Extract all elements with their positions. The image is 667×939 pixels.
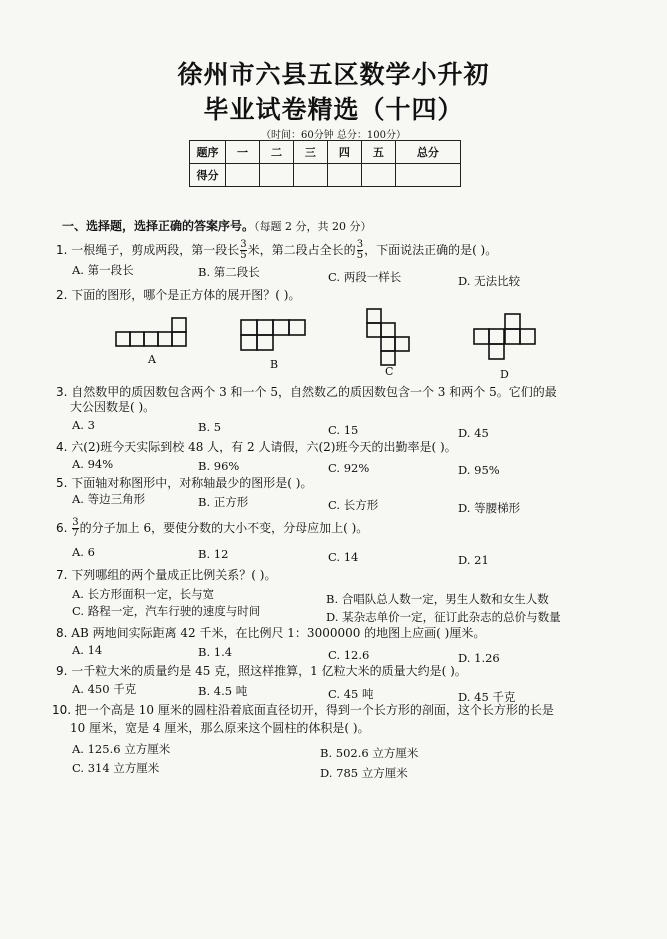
- option[interactable]: B. 正方形: [198, 495, 249, 509]
- question-9: 9. 一千粒大米的质量约是 45 克，照这样推算，1 亿粒大米的质量大约是( )。: [56, 664, 467, 678]
- question-1: 1. 一根绳子，剪成两段，第一段长 $\frac{3}{5}$ 米，第二段占全长的 $\frac{3}{5}$ ，下面说法正确的是( )。: [56, 239, 498, 261]
- question-8: 8. AB 两地间实际距离 42 千米，在比例尺 1：3000000 的地图上应画( )厘米。: [56, 626, 486, 640]
- option[interactable]: C. 92%: [328, 461, 370, 475]
- net-label: B: [270, 358, 279, 371]
- section-note: （每题 2 分，共 20 分）: [254, 220, 372, 233]
- score-input-cell[interactable]: [361, 164, 395, 187]
- exam-meta: （时间：60分钟 总分：100分）: [261, 130, 406, 141]
- option[interactable]: A. 125.6 立方厘米: [72, 742, 171, 756]
- option[interactable]: D. 45: [458, 426, 489, 440]
- score-cell: 总分: [395, 141, 460, 164]
- net-label: C: [385, 365, 394, 378]
- score-input-cell[interactable]: [259, 164, 293, 187]
- option[interactable]: B. 4.5 吨: [198, 684, 248, 698]
- option[interactable]: C. 长方形: [328, 498, 379, 512]
- score-input-cell[interactable]: [395, 164, 460, 187]
- option[interactable]: A. 等边三角形: [72, 492, 146, 506]
- option[interactable]: D. 1.26: [458, 651, 500, 665]
- option[interactable]: B. 12: [198, 547, 229, 561]
- option[interactable]: A. 94%: [72, 457, 114, 471]
- option[interactable]: C. 314 立方厘米: [72, 761, 160, 775]
- option[interactable]: A. 6: [72, 545, 95, 559]
- cube-net-a: [115, 314, 201, 350]
- fraction: $\frac{3}{7}$: [72, 517, 79, 539]
- score-table-score-row: [190, 164, 461, 187]
- option[interactable]: C. 15: [328, 423, 359, 437]
- option[interactable]: C. 14: [328, 550, 359, 564]
- question-4: 4. 六(2)班今天实际到校 48 人，有 2 人请假，六(2)班今天的出勤率是( )。: [56, 440, 457, 454]
- option[interactable]: D. 21: [458, 553, 489, 567]
- section-heading-text: 一、选择题，选择正确的答案序号。: [62, 219, 255, 233]
- option[interactable]: B. 5: [198, 420, 222, 434]
- question-3-cont: 大公因数是( )。: [70, 400, 156, 414]
- score-table: [189, 140, 461, 187]
- option[interactable]: B. 合唱队总人数一定，男生人数和女生人数: [326, 592, 549, 606]
- option[interactable]: A. 14: [72, 643, 103, 657]
- option[interactable]: D. 无法比较: [458, 274, 521, 288]
- option[interactable]: B. 第二段长: [198, 265, 260, 279]
- option[interactable]: A. 450 千克: [72, 682, 137, 696]
- score-cell: 四: [327, 141, 361, 164]
- option[interactable]: D. 95%: [458, 463, 500, 477]
- cube-net-d: [472, 312, 538, 368]
- question-10-cont: 10 厘米，宽是 4 厘米，那么原来这个圆柱的体积是( )。: [70, 721, 370, 735]
- title-line-1: 徐州市六县五区数学小升初: [177, 60, 490, 89]
- option[interactable]: C. 路程一定，汽车行驶的速度与时间: [72, 604, 261, 618]
- section-heading: [62, 217, 372, 234]
- question-10: 10. 把一个高是 10 厘米的圆柱沿着底面直径切开，得到一个长方形的剖面，这个长方形的长是: [52, 703, 554, 717]
- score-cell: 五: [361, 141, 395, 164]
- question-3: 3. 自然数甲的质因数包含两个 3 和一个 5，自然数乙的质因数包含一个 3 和两个 5。它们的最: [56, 385, 557, 399]
- score-cell: 题序: [190, 141, 226, 164]
- option[interactable]: A. 3: [72, 418, 95, 432]
- option[interactable]: A. 第一段长: [72, 263, 134, 277]
- net-label: A: [148, 353, 156, 366]
- option[interactable]: D. 785 立方厘米: [320, 766, 408, 780]
- score-input-cell[interactable]: [293, 164, 327, 187]
- option[interactable]: D. 45 千克: [458, 690, 516, 704]
- score-cell: 一: [226, 141, 260, 164]
- fraction: $\frac{3}{5}$: [240, 239, 247, 261]
- score-cell: 三: [293, 141, 327, 164]
- option[interactable]: A. 长方形面积一定，长与宽: [72, 587, 215, 601]
- option[interactable]: B. 96%: [198, 459, 240, 473]
- question-6: 6. $\frac{3}{7}$ 的分子加上 6，要使分数的大小不变，分母应加上( )。: [56, 517, 369, 539]
- fraction: $\frac{3}{5}$: [356, 239, 364, 261]
- cube-net-b: [240, 314, 310, 354]
- score-cell: 二: [259, 141, 293, 164]
- score-input-cell[interactable]: [226, 164, 260, 187]
- option[interactable]: B. 502.6 立方厘米: [320, 746, 419, 760]
- score-table-header-row: [190, 141, 461, 164]
- question-5: 5. 下面轴对称图形中，对称轴最少的图形是( )。: [56, 476, 313, 490]
- option[interactable]: C. 12.6: [328, 648, 370, 662]
- score-input-cell[interactable]: [327, 164, 361, 187]
- option[interactable]: C. 两段一样长: [328, 270, 402, 284]
- option[interactable]: C. 45 吨: [328, 687, 374, 701]
- option[interactable]: B. 1.4: [198, 645, 233, 659]
- option[interactable]: D. 某杂志单价一定，征订此杂志的总价与数量: [326, 610, 561, 624]
- cube-net-c: [365, 307, 415, 367]
- score-cell: 得分: [190, 164, 226, 187]
- question-2: 2. 下面的图形，哪个是正方体的展开图？( )。: [56, 288, 301, 302]
- question-7: 7. 下列哪组的两个量成正比例关系？( )。: [56, 568, 277, 582]
- net-label: D: [500, 368, 509, 381]
- option[interactable]: D. 等腰梯形: [458, 501, 521, 515]
- title-line-2: 毕业试卷精选（十四）: [203, 95, 464, 124]
